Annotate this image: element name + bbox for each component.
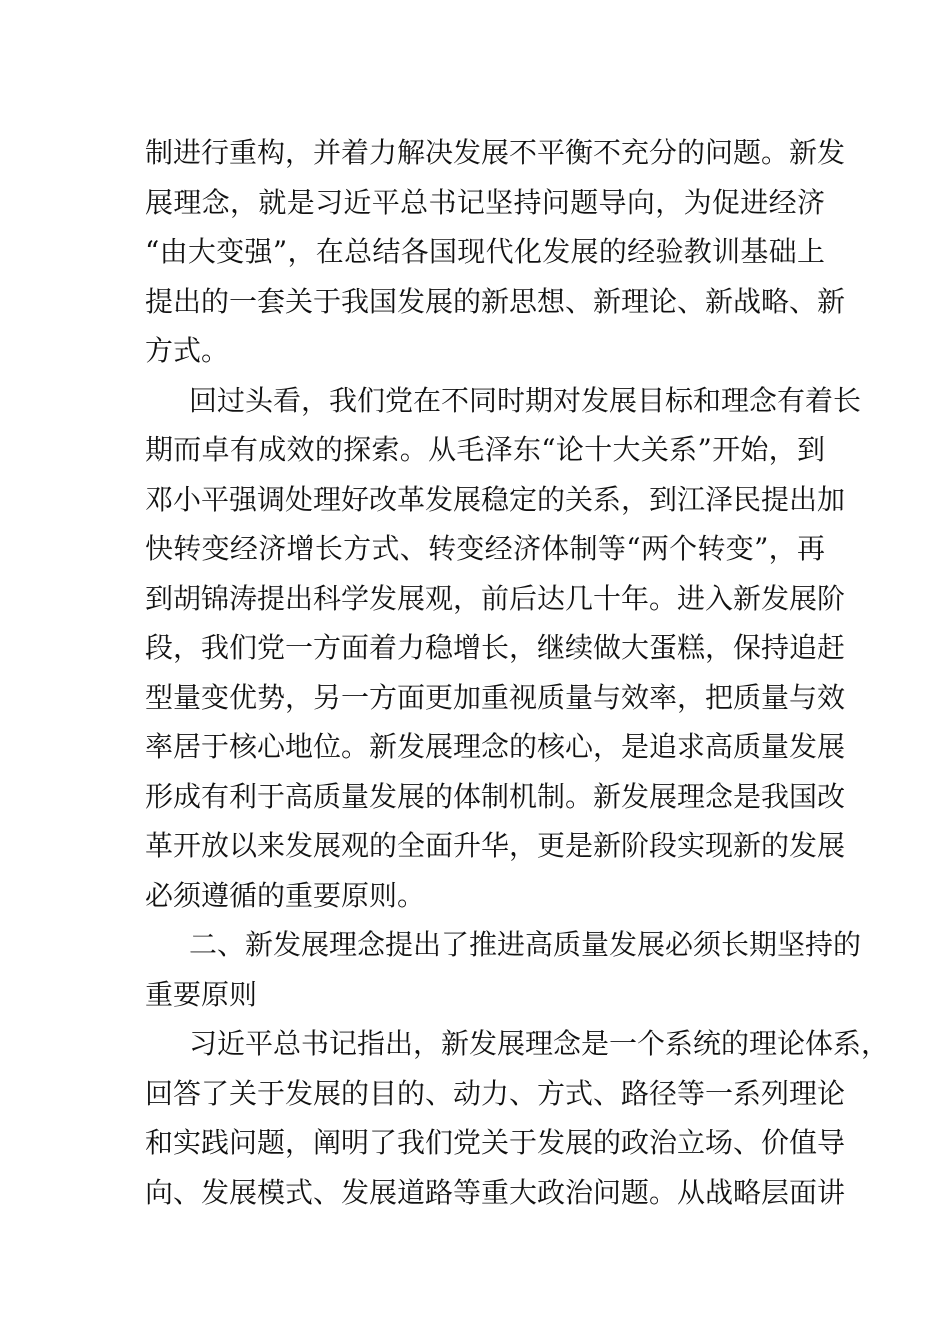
- section-heading-continuation: 重要原则: [145, 978, 258, 1011]
- text-line: 提出的一套关于我国发展的新思想、新理论、新战略、新: [145, 285, 846, 318]
- text-line: 型量变优势，另一方面更加重视质量与效率，把质量与效: [145, 681, 846, 714]
- text-line: “由大变强”，在总结各国现代化发展的经验教训基础上: [145, 235, 825, 268]
- text-line: 必须遵循的重要原则。: [145, 879, 426, 912]
- text-line: 邓小平强调处理好改革发展稳定的关系，到江泽民提出加: [145, 483, 846, 516]
- paragraph-first-line: 回过头看，我们党在不同时期对发展目标和理念有着长: [189, 384, 862, 417]
- paragraph-first-line: 习近平总书记指出，新发展理念是一个系统的理论体系，: [189, 1027, 890, 1060]
- text-line: 制进行重构，并着力解决发展不平衡不充分的问题。新发: [145, 136, 846, 169]
- text-line: 到胡锦涛提出科学发展观，前后达几十年。进入新发展阶: [145, 582, 846, 615]
- text-line: 向、发展模式、发展道路等重大政治问题。从战略层面讲: [145, 1176, 846, 1209]
- text-line: 革开放以来发展观的全面升华，更是新阶段实现新的发展: [145, 829, 846, 862]
- text-line: 率居于核心地位。新发展理念的核心，是追求高质量发展: [145, 730, 846, 763]
- text-line: 形成有利于高质量发展的体制机制。新发展理念是我国改: [145, 780, 846, 813]
- section-heading: 二、新发展理念提出了推进高质量发展必须长期坚持的: [189, 928, 862, 961]
- text-line: 展理念，就是习近平总书记坚持问题导向，为促进经济: [145, 186, 825, 219]
- text-line: 回答了关于发展的目的、动力、方式、路径等一系列理论: [145, 1077, 846, 1110]
- text-line: 期而卓有成效的探索。从毛泽东“论十大关系”开始，到: [145, 433, 825, 466]
- text-line: 段，我们党一方面着力稳增长，继续做大蛋糕，保持追赶: [145, 631, 846, 664]
- text-line: 和实践问题，阐明了我们党关于发展的政治立场、价值导: [145, 1126, 846, 1159]
- text-line: 快转变经济增长方式、转变经济体制等“两个转变”，再: [145, 532, 825, 565]
- text-line: 方式。: [145, 334, 230, 367]
